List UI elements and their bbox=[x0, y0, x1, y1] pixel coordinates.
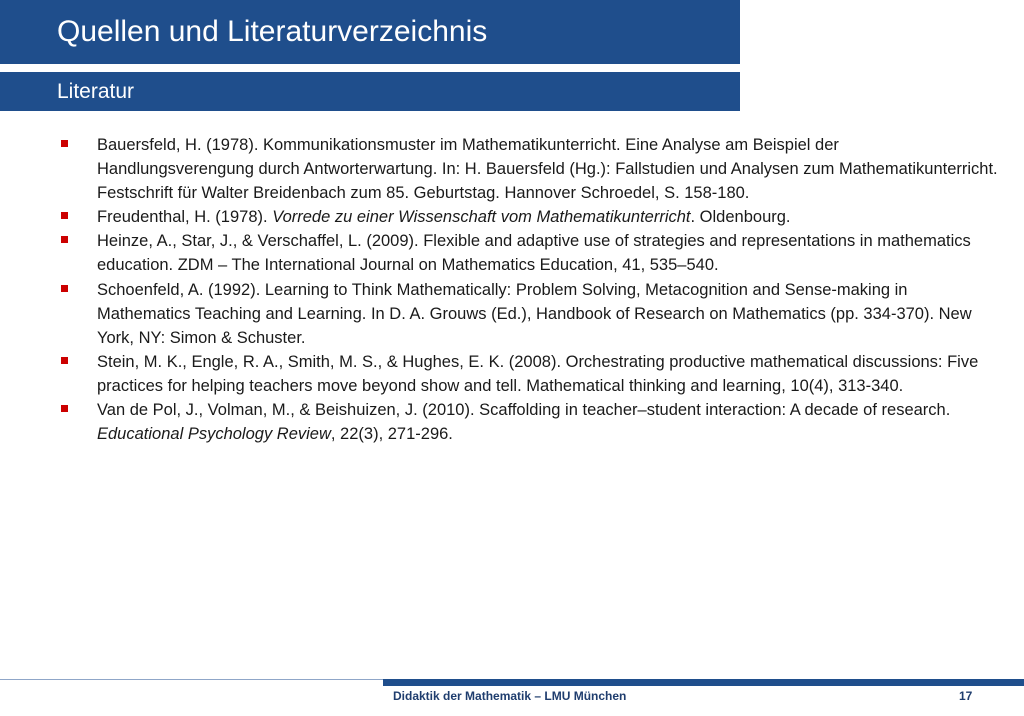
red-square-bullet-icon bbox=[61, 212, 68, 219]
reference-text-tail: . Oldenbourg. bbox=[690, 208, 791, 227]
reference-text: Heinze, A., Star, J., & Verschaffel, L. (2009). Flexible and adaptive use of strategies and representations in mathematics education. ZDM – The International Journal on Mathematics Education, 41, 535–540. bbox=[97, 232, 971, 275]
footer-institution: Didaktik der Mathematik – LMU München bbox=[393, 689, 627, 703]
reference-item bbox=[0, 133, 1000, 205]
slide-title: Quellen und Literaturverzeichnis bbox=[57, 15, 488, 48]
reference-text-tail: , 22(3), 271-296. bbox=[330, 425, 453, 444]
reference-italic-title: Vorrede zu einer Wissenschaft vom Mathematikunterricht bbox=[272, 208, 691, 227]
page-number: 17 bbox=[959, 689, 973, 703]
reference-text: Freudenthal, H. (1978). bbox=[97, 208, 273, 227]
reference-text: Van de Pol, J., Volman, M., & Beishuizen, J. (2010). Scaffolding in teacher–student interaction: A decade of research. bbox=[97, 401, 951, 420]
reference-item bbox=[0, 398, 1000, 446]
red-square-bullet-icon bbox=[61, 140, 68, 147]
reference-item bbox=[0, 278, 1000, 350]
red-square-bullet-icon bbox=[61, 236, 68, 243]
reference-text: Stein, M. K., Engle, R. A., Smith, M. S., & Hughes, E. K. (2008). Orchestrating productive mathematical discussions: Five practices for helping teachers move beyond show and tell. Mathematical thinking and learning, 10(4), 313-340. bbox=[97, 352, 979, 395]
reference-item bbox=[0, 350, 1000, 398]
reference-text: Bauersfeld, H. (1978). Kommunikationsmuster im Mathematikunterricht. Eine Analyse am Beispiel der Handlungsverengung durch Antworterwartung. In: H. Bauersfeld (Hg.): Fallstudien und Analysen zum Mathematikunterricht. Festschrift für Walter Breidenbach zum 85. Geburtstag. Hannover Schroedel, S. 158-180. bbox=[97, 136, 998, 203]
reference-item bbox=[0, 229, 1000, 277]
reference-item bbox=[0, 205, 1000, 229]
section-subtitle: Literatur bbox=[57, 80, 135, 103]
subtitle-bar bbox=[0, 72, 740, 111]
footer-accent-bar bbox=[383, 679, 1024, 686]
red-square-bullet-icon bbox=[61, 405, 68, 412]
reference-italic-title: Educational Psychology Review bbox=[97, 425, 331, 444]
title-bar bbox=[0, 0, 740, 64]
red-square-bullet-icon bbox=[61, 357, 68, 364]
reference-list bbox=[0, 133, 1000, 446]
reference-text: Schoenfeld, A. (1992). Learning to Think Mathematically: Problem Solving, Metacognition and Sense-making in Mathematics Teaching and Learning. In D. A. Grouws (Ed.), Handbook of Research on Mathematics (pp. 334-370). New York, NY: Simon & Schuster. bbox=[97, 280, 972, 347]
red-square-bullet-icon bbox=[61, 285, 68, 292]
